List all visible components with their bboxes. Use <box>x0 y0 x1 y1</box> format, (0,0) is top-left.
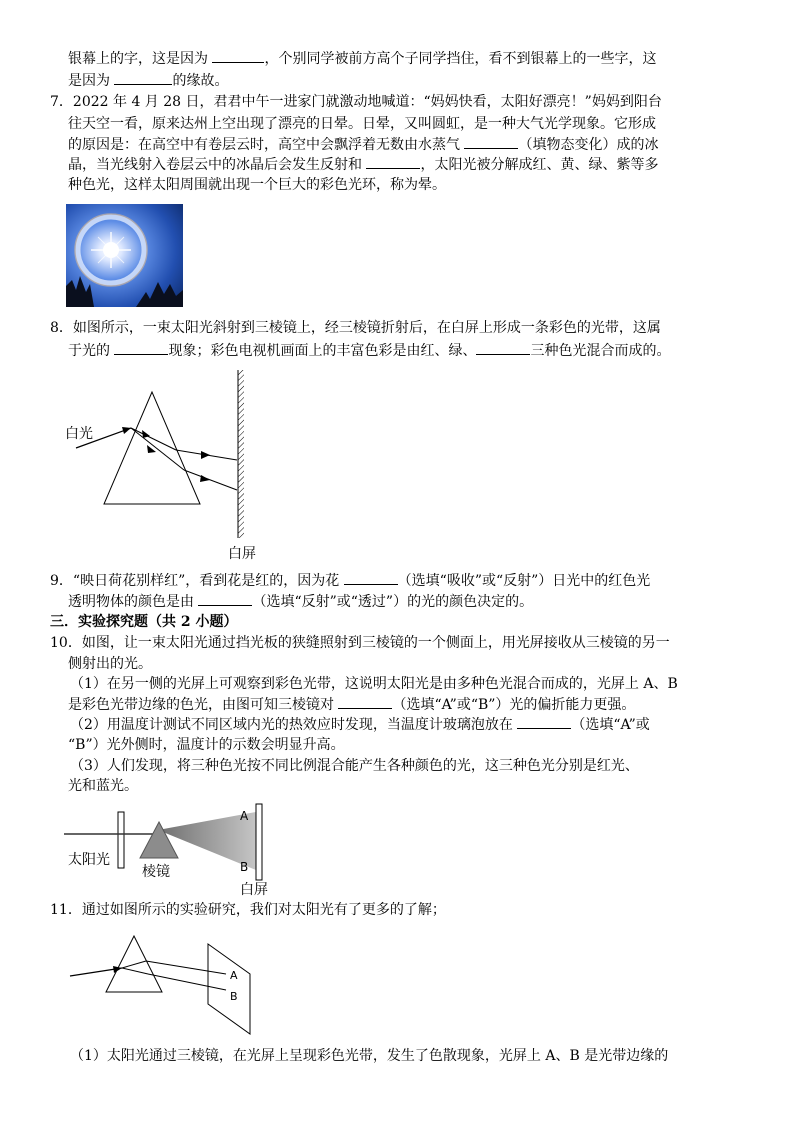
prism-screen-figure <box>64 800 284 900</box>
text-line: 是因为 的缘故。 <box>68 70 228 91</box>
sunlight-label: 太阳光 <box>68 852 110 868</box>
answer-blank[interactable] <box>114 70 172 85</box>
text-line: 于光的 现象；彩色电视机画面上的丰富色彩是由红、绿、 三种色光混合而成的。 <box>68 340 670 361</box>
answer-blank[interactable] <box>212 48 264 63</box>
text-line: 透明物体的颜色是由 （选填“反射”或“透过”）的光的颜色决定的。 <box>68 591 533 612</box>
answer-blank[interactable] <box>198 591 252 606</box>
question-8: 8．如图所示，一束太阳光斜射到三棱镜上，经三棱镜折射后，在白屏上形成一条彩色的光带，这属 <box>50 320 661 336</box>
text-line: 的原因是：在高空中有卷层云时，高空中会飘浮着无数由水蒸气 （填物态变化）成的冰 <box>68 134 658 155</box>
text-line: 晶，当光线射入卷层云中的冰晶后会发生反射和 ，太阳光被分解成红、黄、绿、紫等多 <box>68 154 658 175</box>
text-line: 光和蓝光。 <box>68 778 138 794</box>
label-a: A <box>240 809 249 823</box>
label-a: A <box>230 969 238 982</box>
screen-label: 白屏 <box>240 882 268 898</box>
text-line: （1）在另一侧的光屏上可观察到彩色光带，这说明太阳光是由多种色光混合而成的，光屏上 A、B <box>70 676 678 692</box>
answer-blank[interactable] <box>366 154 420 169</box>
text-line: 银幕上的字，这是因为 ，个别同学被前方高个子同学挡住，看不到银幕上的一些字，这 <box>68 48 656 69</box>
question-9: 9．“映日荷花别样红”，看到花是红的，因为花 （选填“吸收”或“反射”）日光中的红色光 <box>50 570 650 591</box>
label-b: B <box>230 990 238 1003</box>
text-line: 往天空一看，原来达州上空出现了漂亮的日晕。日晕，又叫圆虹，是一种大气光学现象。它形成 <box>68 116 656 132</box>
screen-label: 白屏 <box>228 546 256 562</box>
text-line: （1）太阳光通过三棱镜，在光屏上呈现彩色光带，发生了色散现象，光屏上 A、B 是光带边缘的 <box>70 1048 669 1064</box>
label-b: B <box>240 860 249 874</box>
answer-blank[interactable] <box>464 134 518 149</box>
answer-blank[interactable] <box>344 570 398 585</box>
text-line: 种色光，这样太阳周围就出现一个巨大的彩色光环，称为晕。 <box>68 177 446 193</box>
text-line: 是彩色光带边缘的色光，由图可知三棱镜对 （选填“A”或“B”）光的偏折能力更强。 <box>68 694 635 715</box>
answer-blank[interactable] <box>338 694 392 709</box>
text-line: 侧射出的光。 <box>68 656 152 672</box>
question-7: 7．2022 年 4 月 28 日，君君中午一进家门就激动地喊道：“妈妈快看，太阳好漂亮！”妈妈到阳台 <box>50 94 662 110</box>
sun-halo-photo <box>66 204 183 307</box>
question-10: 10．如图，让一束太阳光通过挡光板的狭缝照射到三棱镜的一个侧面上，用光屏接收从三棱镜的另一 <box>50 635 670 651</box>
prism-label: 棱镜 <box>142 864 170 880</box>
text-line: （3）人们发现，将三种色光按不同比例混合能产生各种颜色的光，这三种色光分别是红光、 <box>70 758 639 774</box>
answer-blank[interactable] <box>517 714 571 729</box>
answer-blank[interactable] <box>476 340 530 355</box>
white-light-label: 白光 <box>65 426 93 442</box>
text-line: （2）用温度计测试不同区域内光的热效应时发现，当温度计玻璃泡放在 （选填“A”或 <box>70 714 650 735</box>
text-line: “B”）光外侧时，温度计的示数会明显升高。 <box>68 737 345 753</box>
question-11: 11．通过如图所示的实验研究，我们对太阳光有了更多的了解； <box>50 902 446 918</box>
section-heading: 三．实验探究题（共 2 小题） <box>50 614 238 630</box>
prism-dispersion-figure <box>60 366 280 564</box>
prism-dispersion-figure-2 <box>66 930 266 1040</box>
answer-blank[interactable] <box>114 340 168 355</box>
